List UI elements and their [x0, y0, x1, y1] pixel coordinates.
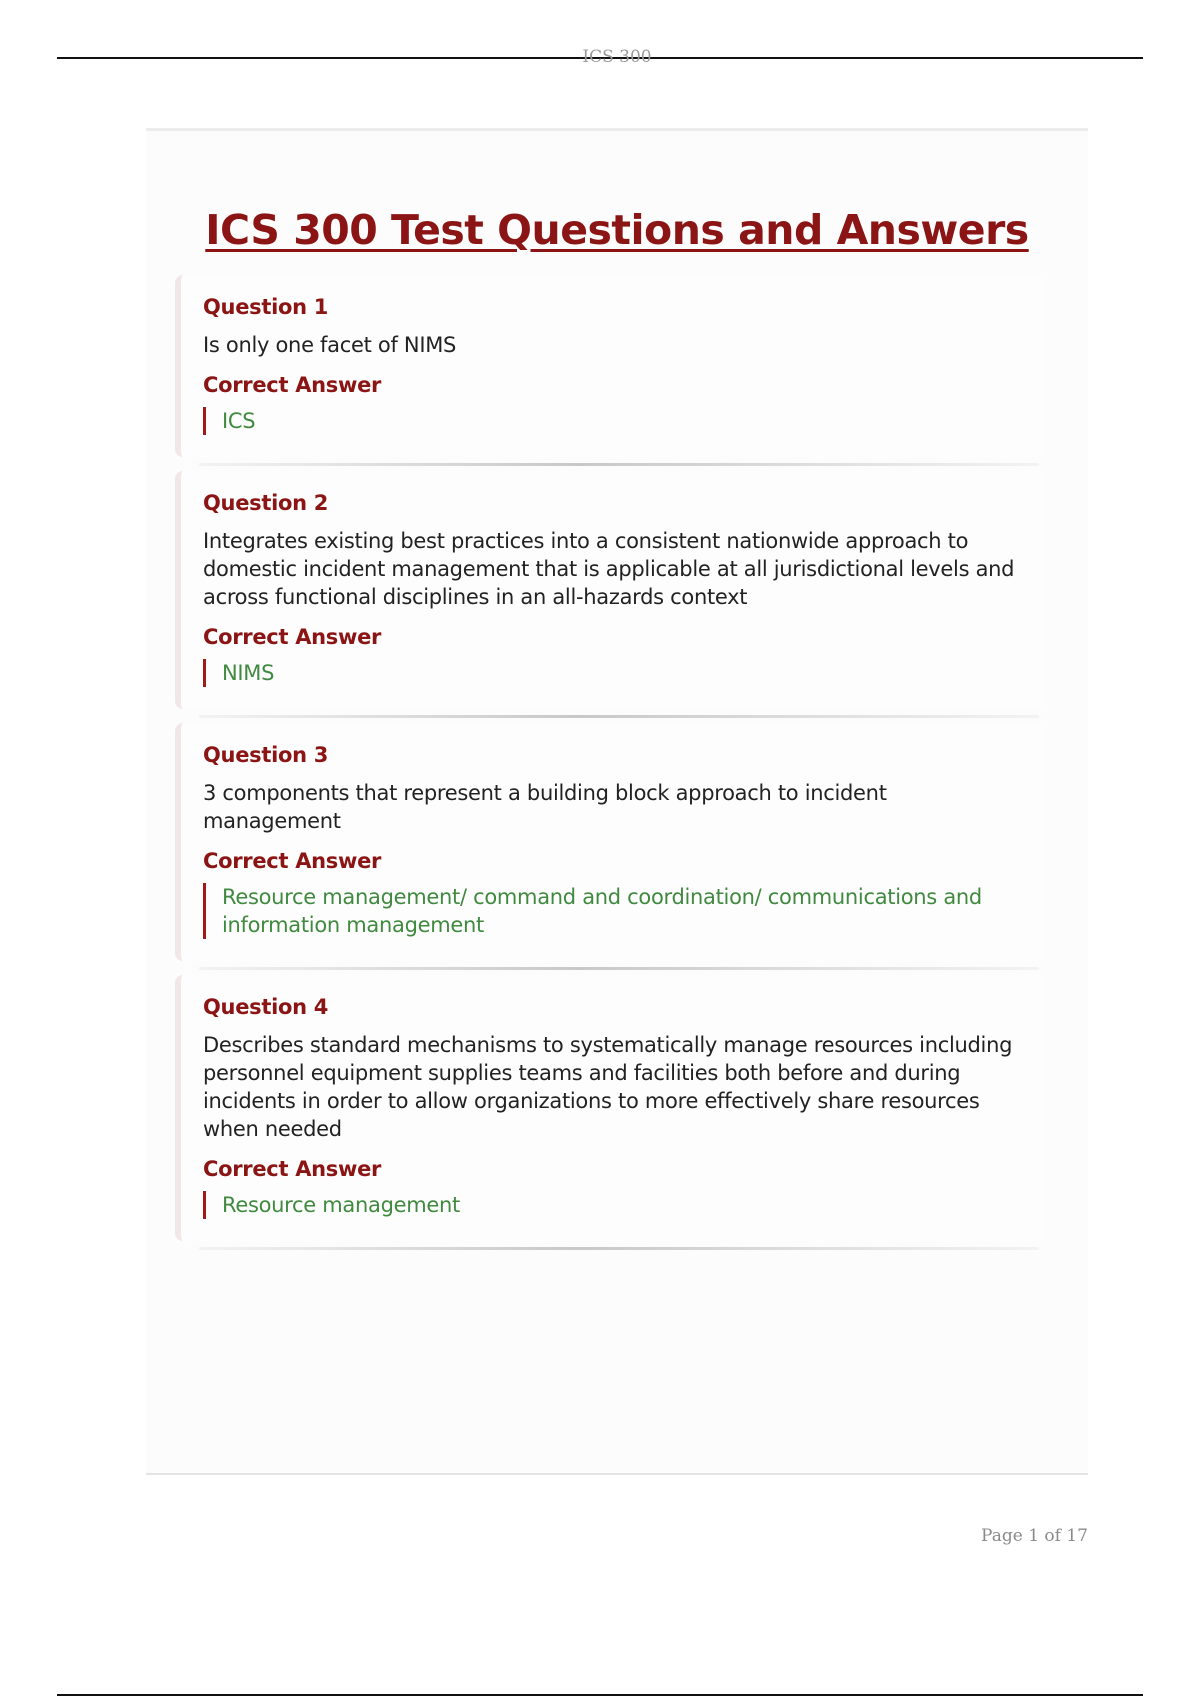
question-card-1	[175, 275, 1045, 457]
question-list	[175, 275, 1045, 1241]
question-label: Question 3	[203, 743, 329, 767]
question-text: 3 components that represent a building block approach to incident management	[203, 781, 887, 833]
correct-answer-label: Correct Answer	[203, 1157, 382, 1181]
correct-answer-label: Correct Answer	[203, 373, 382, 397]
question-label: Question 2	[203, 491, 329, 515]
running-header: ICS 300	[582, 47, 652, 67]
question-text: Describes standard mechanisms to systematically manage resources including personnel equipment supplies teams and facilities both before and during incidents in order to allow organizations to more effectively share resources when needed	[203, 1033, 1013, 1141]
answer-text: Resource management	[203, 1191, 1027, 1219]
question-label: Question 1	[203, 295, 329, 319]
answer-text: ICS	[203, 407, 1027, 435]
correct-answer-label: Correct Answer	[203, 849, 382, 873]
document-title: ICS 300 Test Questions and Answers	[205, 206, 1029, 254]
question-text: Integrates existing best practices into a consistent nationwide approach to domestic incident management that is applicable at all jurisdictional levels and across functional disciplines in an all-hazards context	[203, 529, 1015, 609]
question-card-3	[175, 723, 1045, 961]
question-label: Question 4	[203, 995, 329, 1019]
question-card-4	[175, 975, 1045, 1241]
question-text: Is only one facet of NIMS	[203, 333, 457, 357]
question-card-2	[175, 471, 1045, 709]
answer-text: Resource management/ command and coordination/ communications and information management	[203, 883, 1027, 939]
footer-rule	[57, 1694, 1143, 1696]
correct-answer-label: Correct Answer	[203, 625, 382, 649]
page-indicator: Page 1 of 17	[981, 1526, 1088, 1546]
answer-text: NIMS	[203, 659, 1027, 687]
